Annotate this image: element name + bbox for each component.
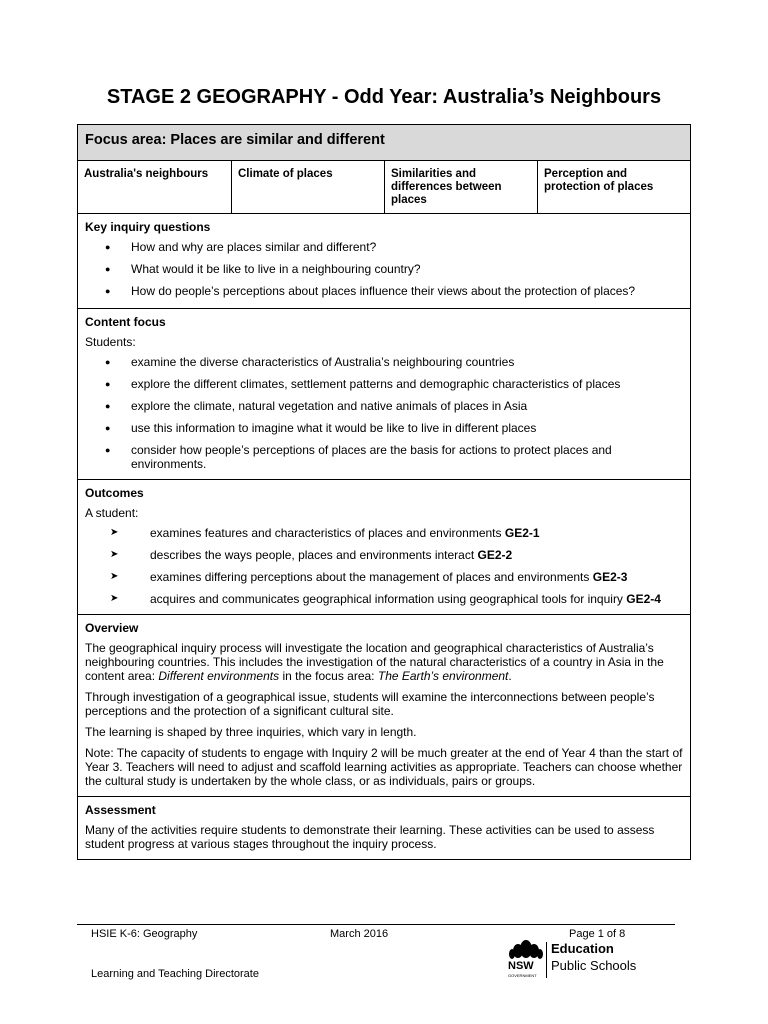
footer-subject: HSIE K-6: Geography bbox=[91, 928, 198, 940]
list-item: ● What would it be like to live in a neighbouring country? bbox=[105, 262, 421, 276]
unit-overview-table bbox=[77, 124, 691, 860]
content-focus-list bbox=[85, 355, 683, 471]
bullet-icon: ● bbox=[105, 357, 111, 367]
bullet-icon: ● bbox=[105, 445, 111, 455]
footer-divider bbox=[77, 924, 675, 925]
column-climate-of-places: Climate of places bbox=[231, 161, 384, 213]
outcomes-intro: A student: bbox=[85, 506, 139, 520]
outcome-code: GE2-3 bbox=[592, 570, 628, 584]
overview-heading: Overview bbox=[85, 621, 139, 635]
logo-government-text: GOVERNMENT bbox=[508, 973, 537, 978]
logo-text: Education Public Schools bbox=[551, 941, 637, 973]
list-item: ● consider how people’s perceptions of places are the basis for actions to protect places and environments. bbox=[105, 443, 612, 471]
overview-note: Note: The capacity of students to engage with Inquiry 2 will be much greater at the end of Year 4 than the start of Year 3. Teachers will need to adjust and scaffold learning activities as appropriate. Teachers can choose whether the cultural study is undertaken by the whole class, or as individuals, pairs or groups. bbox=[85, 746, 683, 788]
column-perception-protection: Perception and protection of places bbox=[537, 161, 690, 213]
list-item: ● explore the climate, natural vegetation and native animals of places in Asia bbox=[105, 399, 528, 413]
outcome-code: GE2-1 bbox=[504, 526, 540, 540]
outcome-code: GE2-4 bbox=[626, 592, 661, 606]
focus-area-title: Focus area: Places are similar and different bbox=[78, 125, 690, 160]
key-inquiry-section bbox=[78, 213, 690, 308]
nsw-education-logo bbox=[506, 938, 636, 982]
footer-directorate: Learning and Teaching Directorate bbox=[91, 968, 259, 980]
list-item: ➤ examines features and characteristics of places and environments GE2-1 bbox=[110, 526, 540, 540]
key-inquiry-heading: Key inquiry questions bbox=[85, 220, 211, 234]
logo-nsw-text: NSW bbox=[508, 960, 534, 972]
list-item: ● How and why are places similar and different? bbox=[105, 240, 377, 254]
bullet-icon: ● bbox=[105, 423, 111, 433]
content-focus-section bbox=[78, 308, 690, 479]
list-item: ➤ examines differing perceptions about the management of places and environments GE2-3 bbox=[110, 570, 628, 584]
bullet-icon: ● bbox=[105, 264, 111, 274]
content-focus-intro: Students: bbox=[85, 335, 136, 349]
list-item: ● explore the different climates, settlement patterns and demographic characteristics of places bbox=[105, 377, 621, 391]
bullet-icon: ● bbox=[105, 286, 111, 296]
list-item: ● examine the diverse characteristics of Australia’s neighbouring countries bbox=[105, 355, 515, 369]
waratah-icon bbox=[508, 938, 544, 960]
list-item: ● use this information to imagine what it would be like to live in different places bbox=[105, 421, 537, 435]
outcome-code: GE2-2 bbox=[477, 548, 513, 562]
bullet-icon: ● bbox=[105, 242, 111, 252]
key-inquiry-list bbox=[85, 240, 683, 298]
list-item: ➤ describes the ways people, places and environments interact GE2-2 bbox=[110, 548, 513, 562]
assessment-section bbox=[78, 796, 690, 859]
arrow-bullet-icon: ➤ bbox=[110, 593, 119, 604]
footer-date: March 2016 bbox=[330, 928, 389, 940]
list-item: ● How do people’s perceptions about places influence their views about the protection of places? bbox=[105, 284, 636, 298]
arrow-bullet-icon: ➤ bbox=[110, 549, 119, 560]
bullet-icon: ● bbox=[105, 379, 111, 389]
assessment-heading: Assessment bbox=[85, 803, 156, 817]
overview-paragraph: Through investigation of a geographical issue, students will examine the interconnections between people’s perceptions and the protection of a significant cultural site. bbox=[85, 690, 655, 718]
overview-paragraph: The geographical inquiry process will investigate the location and geographical characteristics of Australia’s neighbouring countries. This includes the investigation of the natural characteristics of a country in Asia in the content area: Different environments in the focus area: The Earth’s environment. bbox=[85, 641, 664, 683]
content-focus-heading: Content focus bbox=[85, 315, 166, 329]
arrow-bullet-icon: ➤ bbox=[110, 527, 119, 538]
bullet-icon: ● bbox=[105, 401, 111, 411]
overview-section bbox=[78, 614, 690, 796]
logo-divider bbox=[546, 942, 547, 978]
focus-area-columns bbox=[78, 160, 690, 213]
outcomes-heading: Outcomes bbox=[85, 486, 144, 500]
assessment-paragraph: Many of the activities require students to demonstrate their learning. These activities can be used to assess student progress at various stages throughout the inquiry process. bbox=[85, 823, 655, 851]
arrow-bullet-icon: ➤ bbox=[110, 571, 119, 582]
footer-page-number: Page 1 of 8 bbox=[569, 928, 626, 940]
column-similarities-differences: Similarities and differences between places bbox=[384, 161, 537, 213]
list-item: ➤ acquires and communicates geographical information using geographical tools for inquiry GE2-4 bbox=[110, 592, 661, 606]
outcomes-section bbox=[78, 479, 690, 614]
column-australias-neighbours: Australia's neighbours bbox=[84, 168, 209, 180]
page-title: STAGE 2 GEOGRAPHY - Odd Year: Australia’s Neighbours bbox=[106, 86, 662, 108]
overview-paragraph: The learning is shaped by three inquiries, which vary in length. bbox=[85, 725, 417, 739]
outcomes-list bbox=[85, 526, 683, 606]
